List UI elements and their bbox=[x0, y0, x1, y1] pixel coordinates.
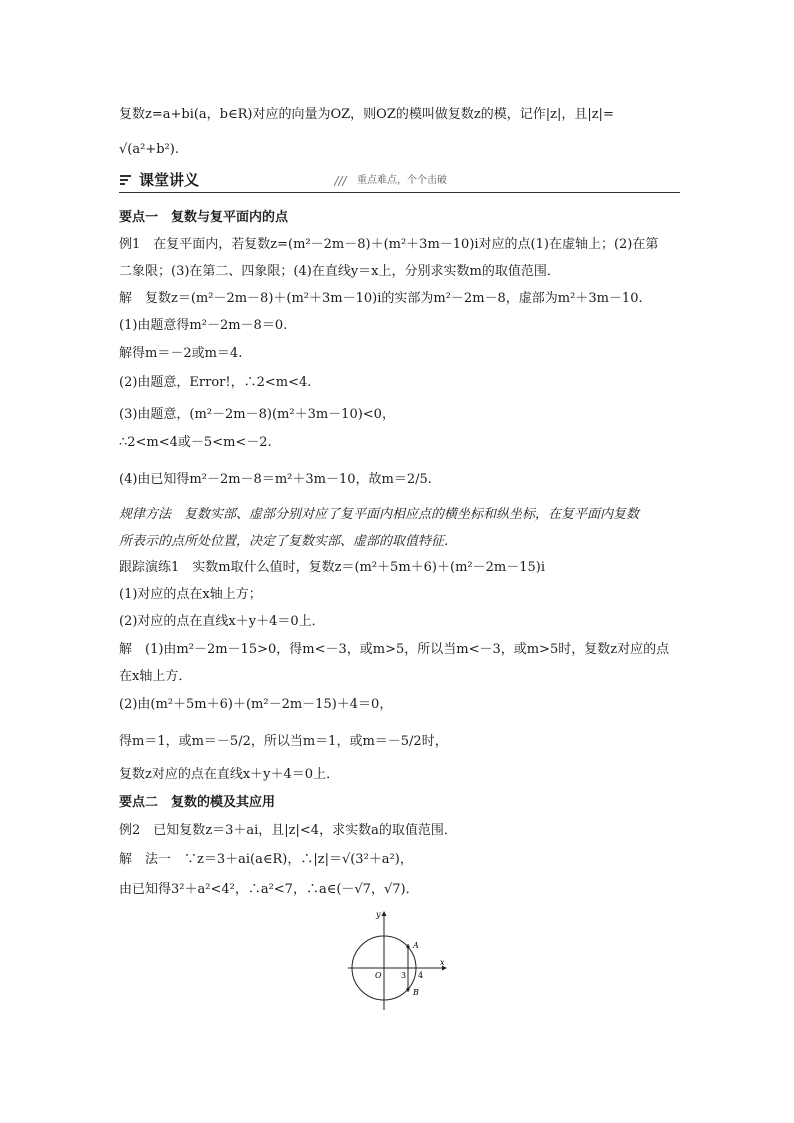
y-axis-arrow-icon bbox=[382, 911, 387, 916]
circle-figure bbox=[346, 906, 450, 1010]
content-line: 在x轴上方． bbox=[119, 669, 192, 684]
tick-4-label: 4 bbox=[418, 971, 424, 980]
tick-3-label: 3 bbox=[401, 971, 407, 980]
content-line: 要点一 复数与复平面内的点 bbox=[119, 210, 289, 225]
content-line: (2)由题意，Error!，∴2<m<4. bbox=[119, 375, 312, 390]
intro-line-2: √(a²+b²). bbox=[119, 142, 179, 157]
content-line: 规律方法 复数实部、虚部分别对应了复平面内相应点的横坐标和纵坐标，在复平面内复数 bbox=[119, 507, 640, 522]
content-line: 由已知得3²＋a²<4²，∴a²<7，∴a∈(－√7，√7)． bbox=[119, 882, 419, 897]
section-header bbox=[119, 170, 680, 193]
origin-label: O bbox=[375, 971, 382, 980]
section-subtitle: 重点难点，个个击破 bbox=[357, 175, 447, 186]
content-line: 所表示的点所处位置，决定了复数实部、虚部的取值特征． bbox=[119, 534, 458, 549]
hatch-deco-icon bbox=[332, 175, 348, 187]
content-line: 复数z对应的点在直线x＋y＋4＝0上． bbox=[119, 767, 340, 782]
content-line: 跟踪演练1 实数m取什么值时，复数z＝(m²＋5m＋6)＋(m²－2m－15)i bbox=[119, 560, 545, 575]
point-b-label: B bbox=[413, 988, 419, 997]
point-a-marker bbox=[406, 945, 409, 948]
content-line: 例1 在复平面内，若复数z=(m²－2m－8)＋(m²＋3m－10)i对应的点(1)在虚轴上；(2)在第 bbox=[119, 237, 659, 252]
content-line: 解得m＝－2或m＝4. bbox=[119, 346, 243, 361]
content-line: 解 复数z＝(m²－2m－8)＋(m²＋3m－10)i的实部为m²－2m－8，虚部为m²＋3m－10. bbox=[119, 291, 643, 306]
content-line: (2)由(m²＋5m＋6)＋(m²－2m－15)＋4＝0， bbox=[119, 697, 393, 712]
content-line: (1)由题意得m²－2m－8＝0. bbox=[119, 318, 288, 333]
point-b-marker bbox=[406, 988, 409, 991]
content-line: (4)由已知得m²－2m－8＝m²＋3m－10，故m＝2/5. bbox=[119, 472, 432, 487]
x-axis-label: x bbox=[440, 958, 445, 967]
content-line: ∴2<m<4或－5<m<－2. bbox=[119, 435, 272, 450]
content-line: 例2 已知复数z＝3＋ai，且|z|<4，求实数a的取值范围． bbox=[119, 823, 457, 838]
content-line: 解 (1)由m²－2m－15>0，得m<－3，或m>5，所以当m<－3，或m>5时，复数z对应的点 bbox=[119, 642, 670, 657]
content-line: (3)由题意，(m²－2m－8)(m²＋3m－10)<0， bbox=[119, 407, 395, 422]
intro-line-1: 复数z=a+bi(a，b∈R)对应的向量为OZ，则OZ的模叫做复数z的模，记作|z|，且|z|= bbox=[119, 107, 614, 122]
content-line: 要点二 复数的模及其应用 bbox=[119, 795, 276, 810]
content-line: 得m＝1，或m＝－5/2，所以当m＝1，或m＝－5/2时， bbox=[119, 734, 448, 749]
content-line: (2)对应的点在直线x＋y＋4＝0上． bbox=[119, 614, 325, 629]
content-line: (1)对应的点在x轴上方； bbox=[119, 587, 262, 602]
point-a-label: A bbox=[413, 941, 419, 950]
section-title: 课堂讲义 bbox=[139, 171, 200, 189]
content-line: 解 法一 ∵z＝3＋ai(a∈R)，∴|z|＝√(3²＋a²)， bbox=[119, 852, 413, 867]
content-line: 二象限；(3)在第二、四象限；(4)在直线y＝x上，分别求实数m的取值范围． bbox=[119, 264, 560, 279]
section-mark-icon bbox=[119, 173, 133, 187]
y-axis-label: y bbox=[376, 910, 381, 919]
